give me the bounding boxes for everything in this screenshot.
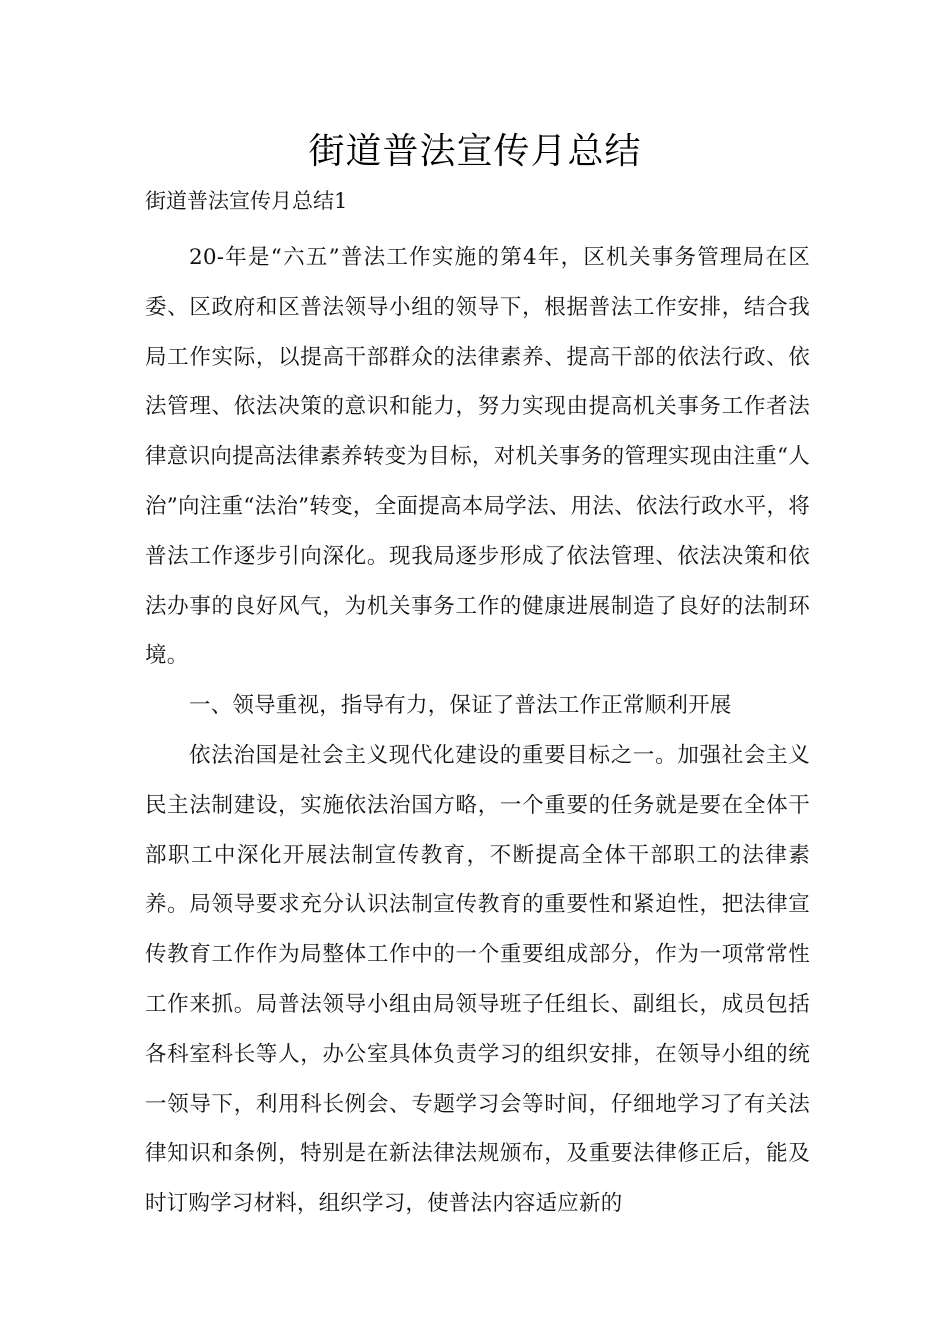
document-body bbox=[145, 233, 810, 1229]
paragraph-section-1: 依法治国是社会主义现代化建设的重要目标之一。加强社会主义民主法制建设，实施依法治国方略，一个重要的任务就是要在全体干部职工中深化开展法制宣传教育，不断提高全体干部职工的法律素养。局领导要求充分认识法制宣传教育的重要性和紧迫性，把法律宣传教育工作作为局整体工作中的一个重要组成部分，作为一项常常性工作来抓。局普法领导小组由局领导班子任组长、副组长，成员包括各科室科长等人，办公室具体负责学习的组织安排，在领导小组的统一领导下，利用科长例会、专题学习会等时间，仔细地学习了有关法律知识和条例，特别是在新法律法规颁布，及重要法律修正后，能及时订购学习材料，组织学习，使普法内容适应新的 bbox=[145, 742, 810, 1217]
section-heading-1: 一、领导重视，指导有力，保证了普法工作正常顺利开展 bbox=[189, 693, 732, 719]
paragraph-intro: 20-年是“六五”普法工作实施的第4年，区机关事务管理局在区委、区政府和区普法领导小组的领导下，根据普法工作安排，结合我局工作实际，以提高干部群众的法律素养、提高干部的依法行政、依法管理、依法决策的意识和能力，努力实现由提高机关事务工作者法律意识向提高法律素养转变为目标，对机关事务的管理实现由注重“人治”向注重“法治”转变，全面提高本局学法、用法、依法行政水平，将普法工作逐步引向深化。现我局逐步形成了依法管理、依法决策和依法办事的良好风气，为机关事务工作的健康进展制造了良好的法制环境。 bbox=[145, 245, 810, 669]
document-subtitle: 街道普法宣传月总结1 bbox=[145, 189, 348, 213]
document-title: 街道普法宣传月总结 bbox=[308, 131, 642, 172]
